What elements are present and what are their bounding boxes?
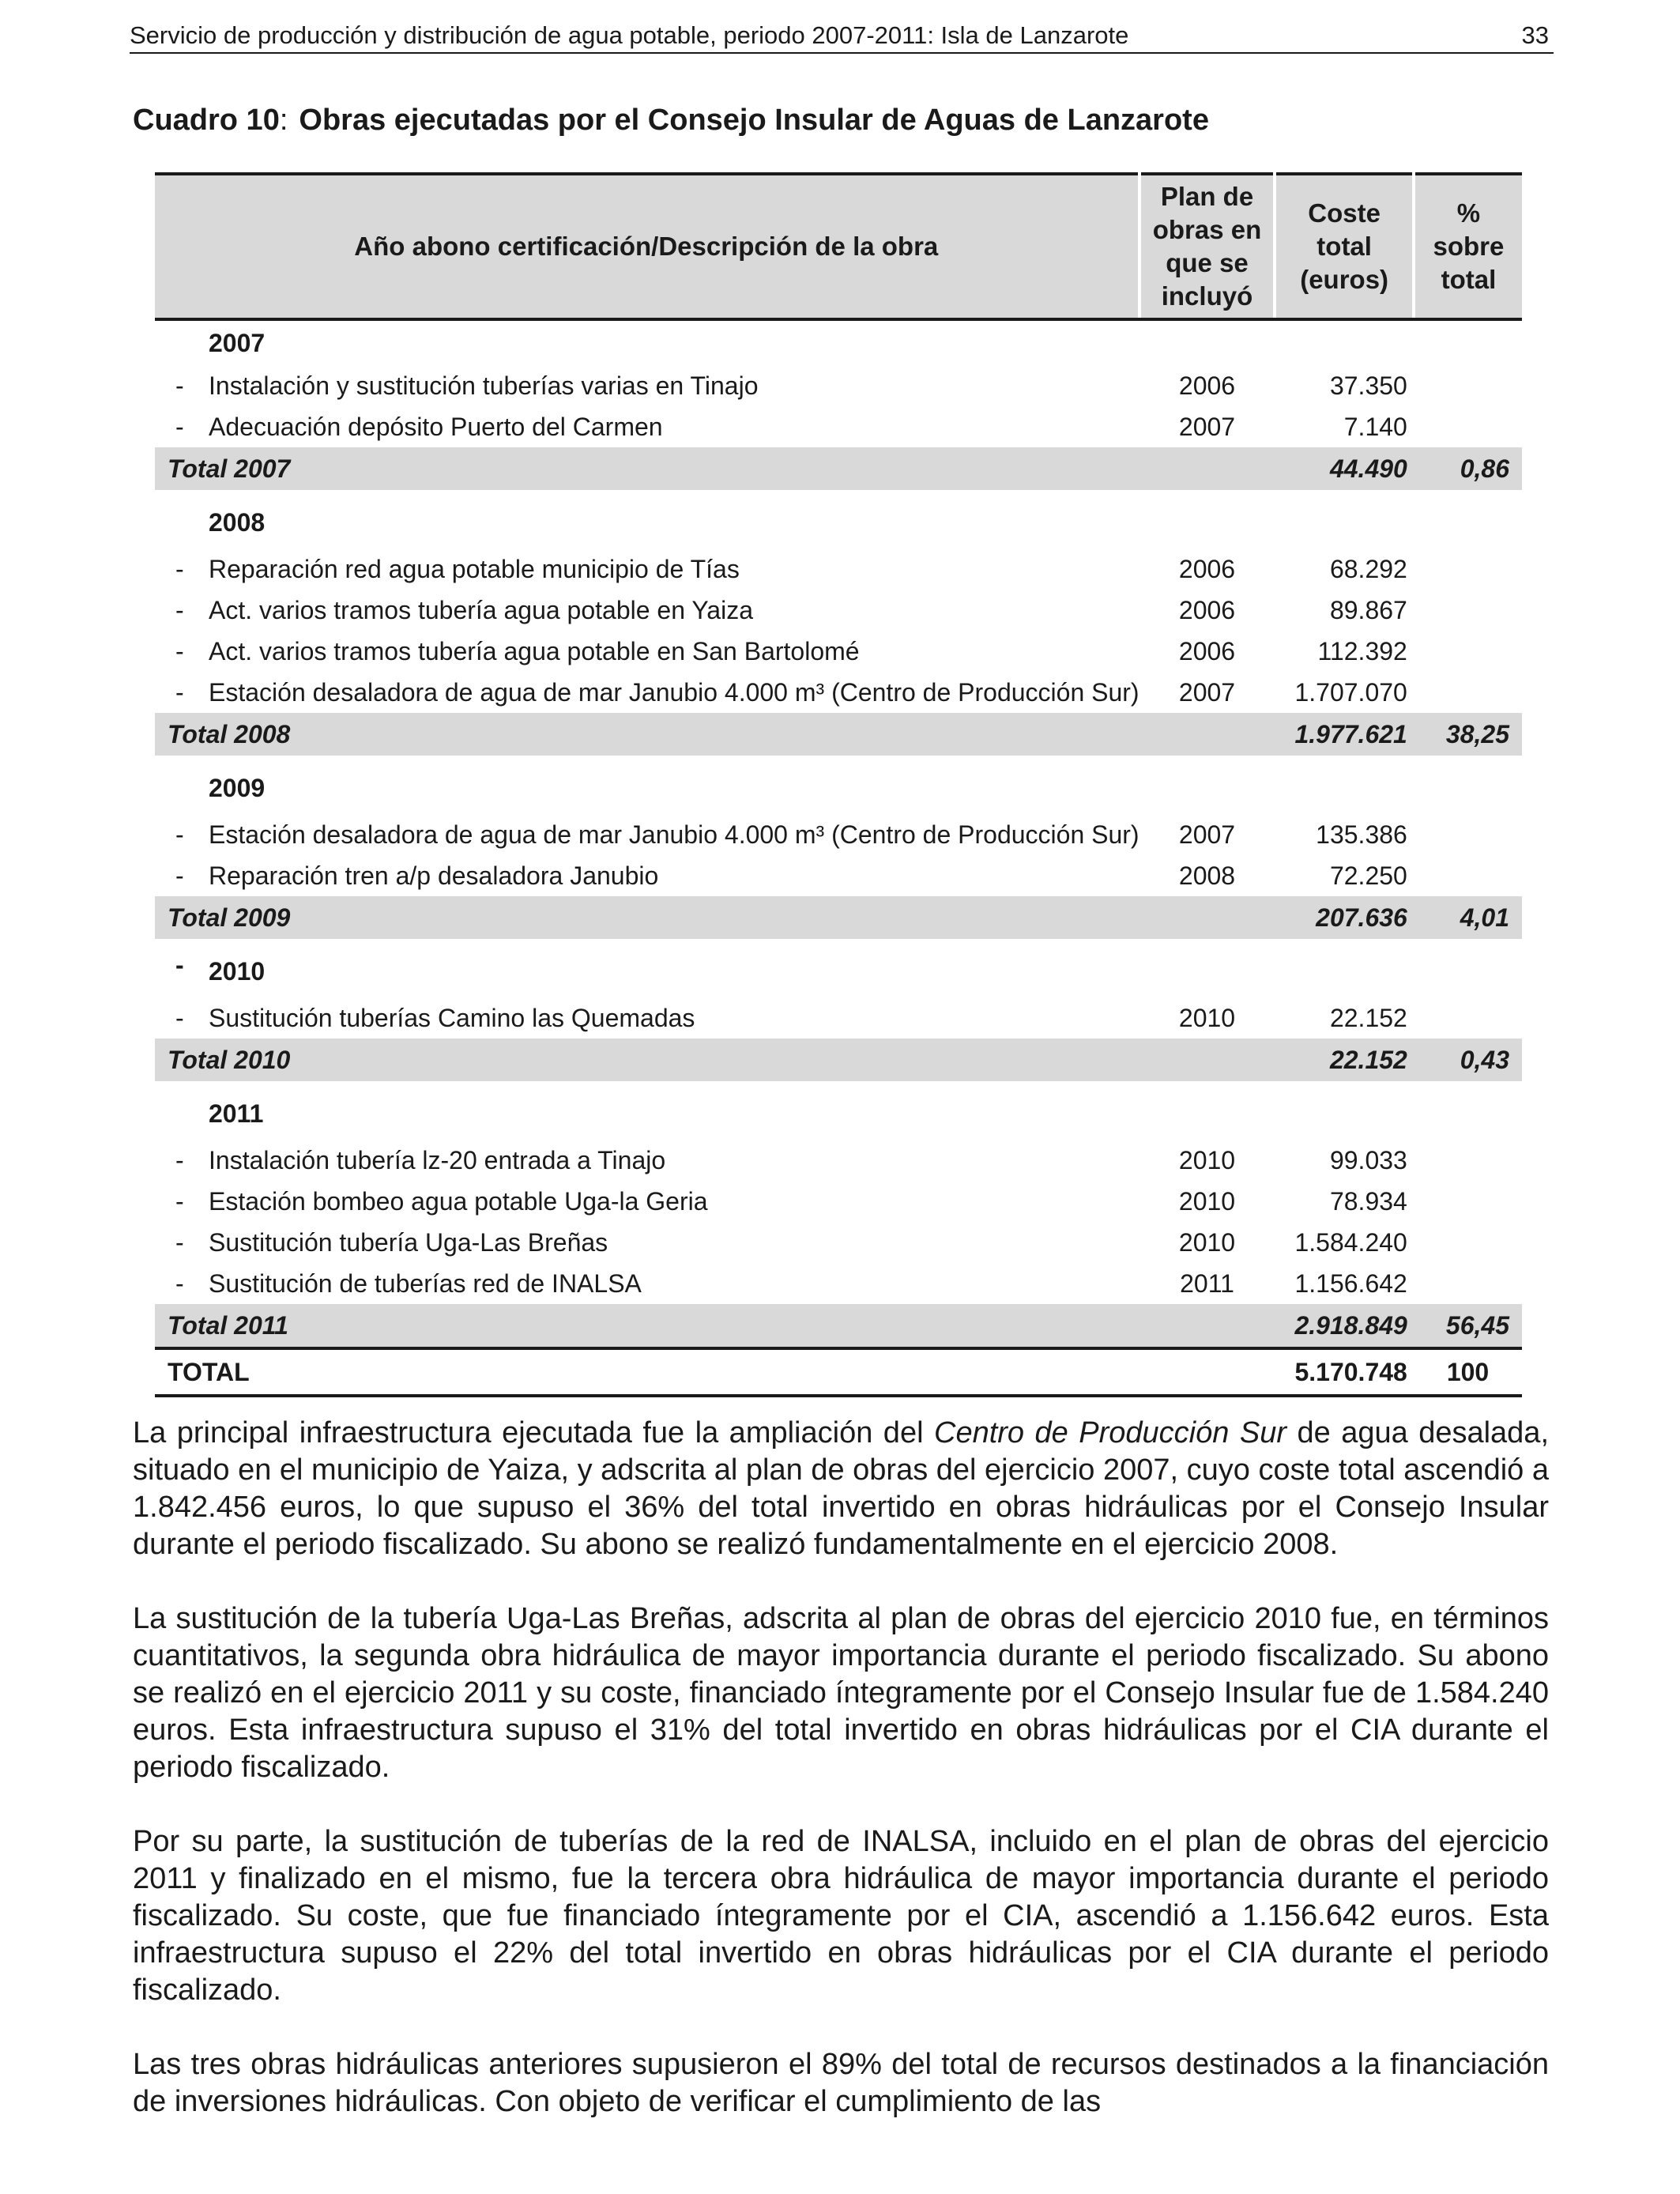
year-total-percent: 56,45 (1414, 1304, 1522, 1348)
empty-cell (1414, 756, 1522, 814)
paragraph: Por su parte, la sustitución de tuberías de la red de INALSA, incluido en el plan de obras del ejercicio 2011 y finalizado en el mismo, fue la tercera obra hidráulica de mayor importancia durante el periodo fiscalizado. Su coste, que fue financiado íntegramente por el CIA, ascendió a 1.156.642 euros. Esta infraestructura supuso el 22% del total invertido en obras hidráulicas por el CIA durante el periodo fiscalizado. (133, 1825, 1549, 2007)
bullet-dash: - (175, 678, 184, 707)
empty-cell (1139, 490, 1275, 548)
year-total-cost: 207.636 (1275, 896, 1413, 939)
year-label (155, 1081, 1139, 1140)
header-description: Año abono certificación/Descripción de la obra (155, 174, 1139, 319)
header-plan-line: obras en (1152, 215, 1262, 244)
work-description-text: Adecuación depósito Puerto del Carmen (209, 413, 663, 441)
work-description (155, 548, 1139, 590)
year-row (155, 939, 1522, 997)
year-total-cost: 2.918.849 (1275, 1304, 1413, 1348)
empty-cell (1139, 713, 1275, 756)
empty-cell (1414, 1140, 1522, 1181)
table-row (155, 1263, 1522, 1304)
year-total-percent: 0,86 (1414, 447, 1522, 490)
works-table-container (155, 172, 1522, 1397)
grand-total-label: TOTAL (155, 1348, 1139, 1396)
empty-cell (1414, 1181, 1522, 1222)
year-row (155, 490, 1522, 548)
total-cost: 22.152 (1329, 1004, 1407, 1032)
year-label-text: 2008 (209, 508, 266, 537)
empty-cell (1414, 1081, 1522, 1140)
year-label-text: 2010 (209, 957, 266, 986)
page-number: 33 (1521, 21, 1549, 49)
year-label (155, 939, 1139, 997)
empty-cell (1139, 447, 1275, 490)
table-body (155, 319, 1522, 1396)
work-description (155, 1140, 1139, 1181)
table-header-row (155, 174, 1522, 319)
total-cost: 99.033 (1329, 1146, 1407, 1174)
total-cost: 1.707.070 (1294, 678, 1407, 707)
work-description-text: Instalación tubería lz-20 entrada a Tinajo (209, 1146, 666, 1174)
empty-cell (1414, 631, 1522, 672)
bullet-dash: - (175, 413, 184, 441)
plan-year: 2007 (1178, 820, 1236, 849)
empty-cell (1139, 756, 1275, 814)
header-percent-line: sobre (1433, 232, 1505, 261)
header-percent-line: % (1456, 198, 1481, 228)
empty-cell (1139, 896, 1275, 939)
empty-cell (1414, 855, 1522, 896)
year-label (155, 319, 1139, 365)
empty-cell (1414, 1222, 1522, 1263)
bullet-dash: - (175, 1187, 184, 1216)
year-total-row (155, 896, 1522, 939)
empty-cell (1414, 1263, 1522, 1304)
works-table (155, 172, 1522, 1397)
table-row (155, 406, 1522, 447)
bullet-dash: - (175, 1228, 184, 1257)
table-caption (133, 100, 1209, 141)
paragraph-text: de agua desalada, situado en el municipio de Yaiza, y adscrita al plan de obras del ejercicio 2007, cuyo coste total ascendió a 1.842.456 euros, lo que supuso el 36% del total invertido en obras hidráulicas por el Consejo Insular durante el periodo fiscalizado. Su abono se realizó fundamentalmente en el ejercicio 2008. (133, 1416, 1550, 1561)
empty-cell (1275, 756, 1413, 814)
plan-year: 2006 (1178, 596, 1236, 624)
empty-cell (1414, 319, 1522, 365)
work-description (155, 1263, 1139, 1304)
work-description-text: Instalación y sustitución tuberías varias en Tinajo (209, 371, 759, 400)
work-description-text: Estación bombeo agua potable Uga-la Geria (209, 1187, 708, 1216)
empty-cell (1139, 939, 1275, 997)
table-row (155, 1222, 1522, 1263)
work-description (155, 855, 1139, 896)
table-row (155, 1181, 1522, 1222)
year-total-label: Total 2011 (155, 1304, 1139, 1348)
work-description (155, 1181, 1139, 1222)
total-cost: 68.292 (1329, 555, 1407, 583)
plan-year: 2010 (1178, 1146, 1236, 1174)
year-total-percent: 0,43 (1414, 1039, 1522, 1081)
bullet-dash: - (175, 1004, 184, 1032)
plan-year: 2007 (1178, 413, 1236, 441)
bullet-dash: - (175, 371, 184, 400)
work-description-text: Sustitución de tuberías red de INALSA (209, 1269, 642, 1298)
empty-cell (1414, 939, 1522, 997)
table-row (155, 365, 1522, 406)
year-label (155, 490, 1139, 548)
empty-cell (1275, 1081, 1413, 1140)
header-plan-line: Plan de (1160, 182, 1254, 211)
work-description-text: Reparación tren a/p desaladora Janubio (209, 861, 659, 890)
table-row (155, 1140, 1522, 1181)
year-total-row (155, 1039, 1522, 1081)
paragraph (133, 1415, 1549, 1563)
year-total-cost: 22.152 (1275, 1039, 1413, 1081)
year-total-percent: 4,01 (1414, 896, 1522, 939)
bullet-dash: - (175, 1269, 184, 1298)
empty-cell (1139, 1081, 1275, 1140)
empty-cell (1139, 1039, 1275, 1081)
empty-cell (1275, 319, 1413, 365)
header-percent (1414, 174, 1522, 319)
total-cost: 37.350 (1329, 371, 1407, 400)
empty-cell (1414, 814, 1522, 855)
work-description-text: Sustitución tubería Uga-Las Breñas (209, 1228, 608, 1257)
year-row (155, 756, 1522, 814)
grand-total-percent: 100 (1414, 1348, 1522, 1396)
empty-cell (1414, 590, 1522, 631)
plan-year: 2006 (1178, 637, 1236, 665)
work-description-text: Estación desaladora de agua de mar Janubio 4.000 m³ (Centro de Producción Sur) (209, 820, 1139, 849)
table-row (155, 672, 1522, 713)
bullet-dash: - (175, 861, 184, 890)
empty-cell (1275, 490, 1413, 548)
grand-total-row (155, 1348, 1522, 1396)
empty-cell (1275, 939, 1413, 997)
year-total-label: Total 2008 (155, 713, 1139, 756)
work-description (155, 814, 1139, 855)
total-cost: 1.584.240 (1294, 1228, 1407, 1257)
year-total-row (155, 1304, 1522, 1348)
running-header (130, 19, 1554, 54)
plan-year: 2011 (1180, 1269, 1234, 1298)
paragraph: Las tres obras hidráulicas anteriores supusieron el 89% del total de recursos destinados a la financiación de inversiones hidráulicas. Con objeto de verificar el cumplimiento de las (133, 2048, 1549, 2118)
header-cost-line: (euros) (1300, 265, 1389, 294)
work-description-text: Reparación red agua potable municipio de Tías (209, 555, 740, 583)
year-total-percent: 38,25 (1414, 713, 1522, 756)
plan-year: 2010 (1178, 1228, 1236, 1257)
year-total-label: Total 2010 (155, 1039, 1139, 1081)
work-description-text: Act. varios tramos tubería agua potable en San Bartolomé (209, 637, 860, 665)
total-cost: 89.867 (1329, 596, 1407, 624)
total-cost: 78.934 (1329, 1187, 1407, 1216)
paragraph: La sustitución de la tubería Uga-Las Breñas, adscrita al plan de obras del ejercicio 2010 fue, en términos cuantitativos, la segunda obra hidráulica de mayor importancia durante el periodo fiscalizado. Su abono se realizó en el ejercicio 2011 y su coste, financiado íntegramente por el Consejo Insular fue de 1.584.240 euros. Esta infraestructura supuso el 31% del total invertido en obras hidráulicas por el CIA durante el periodo fiscalizado. (133, 1602, 1549, 1784)
paragraph-text: La principal infraestructura ejecutada fue la ampliación del (133, 1416, 934, 1449)
empty-cell (1139, 1304, 1275, 1348)
paragraph-italic-text: Centro de Producción Sur (934, 1416, 1286, 1449)
empty-cell (1414, 672, 1522, 713)
empty-cell (1139, 319, 1275, 365)
work-description-text: Estación desaladora de agua de mar Janubio 4.000 m³ (Centro de Producción Sur) (209, 678, 1139, 707)
work-description (155, 997, 1139, 1039)
table-row (155, 631, 1522, 672)
year-total-cost: 44.490 (1275, 447, 1413, 490)
header-plan (1139, 174, 1275, 319)
work-description (155, 631, 1139, 672)
bullet-dash: - (175, 637, 184, 665)
empty-cell (1414, 490, 1522, 548)
header-percent-line: total (1441, 265, 1497, 294)
table-row (155, 997, 1522, 1039)
empty-cell (1414, 406, 1522, 447)
table-row (155, 548, 1522, 590)
work-description (155, 365, 1139, 406)
empty-cell (1414, 365, 1522, 406)
work-description (155, 590, 1139, 631)
year-total-label: Total 2007 (155, 447, 1139, 490)
grand-total-cost: 5.170.748 (1275, 1348, 1413, 1396)
year-row (155, 1081, 1522, 1140)
table-row (155, 855, 1522, 896)
work-description-text: Sustitución tuberías Camino las Quemadas (209, 1004, 695, 1032)
plan-year: 2008 (1178, 861, 1236, 890)
bullet-dash: - (175, 1146, 184, 1174)
empty-cell (1139, 1348, 1275, 1396)
total-cost: 135.386 (1316, 820, 1407, 849)
bullet-dash: - (175, 951, 184, 979)
year-total-row (155, 713, 1522, 756)
year-label-text: 2009 (209, 774, 266, 802)
year-label-text: 2011 (209, 1099, 264, 1128)
year-label-text: 2007 (209, 329, 266, 357)
year-row (155, 319, 1522, 365)
plan-year: 2007 (1178, 678, 1236, 707)
plan-year: 2006 (1178, 371, 1236, 400)
header-cost (1275, 174, 1413, 319)
caption-separator: : (279, 104, 288, 137)
year-total-label: Total 2009 (155, 896, 1139, 939)
header-plan-line: incluyó (1161, 281, 1253, 311)
year-total-cost: 1.977.621 (1275, 713, 1413, 756)
header-plan-line: que se (1166, 248, 1249, 277)
total-cost: 7.140 (1343, 413, 1407, 441)
year-total-row (155, 447, 1522, 490)
total-cost: 1.156.642 (1294, 1269, 1407, 1298)
total-cost: 112.392 (1317, 637, 1407, 665)
empty-cell (1414, 548, 1522, 590)
plan-year: 2010 (1178, 1187, 1236, 1216)
bullet-dash: - (175, 820, 184, 849)
year-label (155, 756, 1139, 814)
header-cost-line: Coste total (1308, 198, 1381, 261)
work-description-text: Act. varios tramos tubería agua potable en Yaiza (209, 596, 753, 624)
body-text (133, 1415, 1549, 2158)
caption-label: Cuadro 10 (133, 104, 280, 137)
bullet-dash: - (175, 596, 184, 624)
work-description (155, 406, 1139, 447)
bullet-dash: - (175, 555, 184, 583)
empty-cell (1414, 997, 1522, 1039)
table-row (155, 814, 1522, 855)
total-cost: 72.250 (1329, 861, 1407, 890)
plan-year: 2006 (1178, 555, 1236, 583)
work-description (155, 1222, 1139, 1263)
table-row (155, 590, 1522, 631)
caption-text: Obras ejecutadas por el Consejo Insular de Aguas de Lanzarote (299, 104, 1209, 137)
running-header-title: Servicio de producción y distribución de agua potable, periodo 2007-2011: Isla de Lanzarote (130, 21, 1129, 49)
plan-year: 2010 (1178, 1004, 1236, 1032)
work-description (155, 672, 1139, 713)
